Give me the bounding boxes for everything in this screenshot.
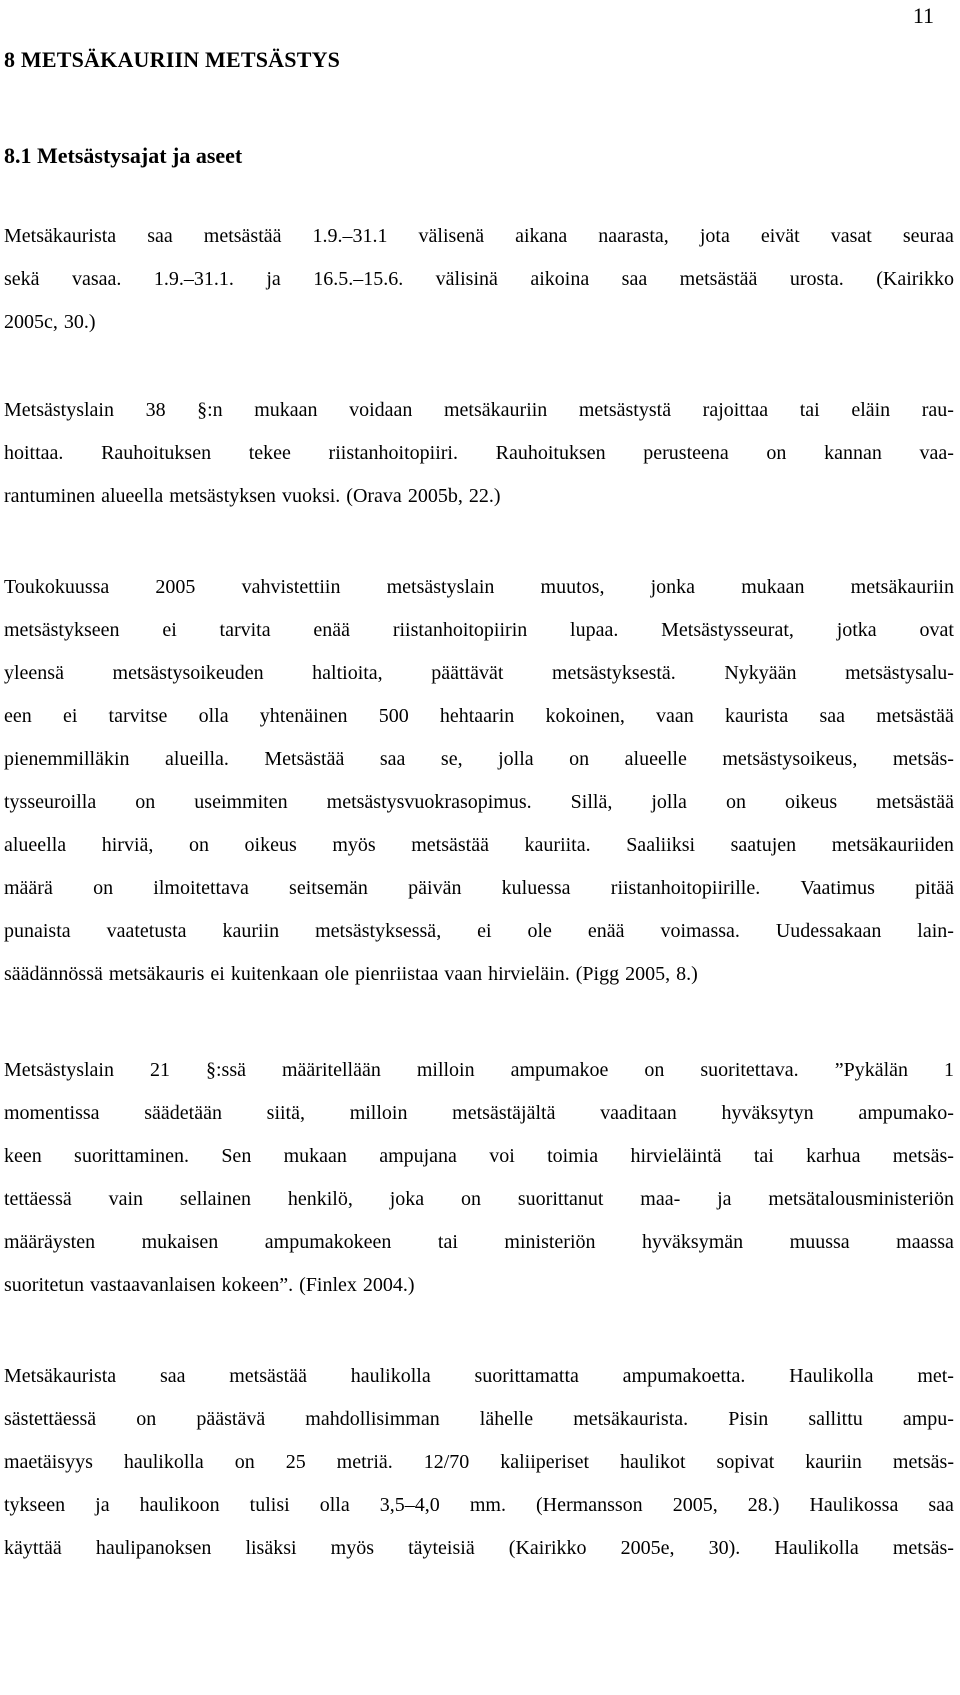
word: ilmoitettava (153, 877, 249, 899)
text-line (4, 1142, 954, 1170)
word: hoittaa. (4, 442, 64, 464)
word: hirvieläintä (630, 1145, 722, 1167)
word: §:n (197, 399, 223, 421)
word: eivät (760, 225, 800, 247)
word: Saaliiksi (626, 834, 696, 856)
word: täyteisiä (408, 1537, 475, 1559)
word: määrä (4, 877, 53, 899)
word: milloin (349, 1102, 408, 1124)
word: haulikoon (139, 1494, 220, 1516)
word: suoritettava. (700, 1059, 799, 1081)
word: metsästysvuokrasopimus. (326, 791, 532, 813)
word: sopivat (716, 1451, 775, 1473)
word: tai (437, 1231, 458, 1253)
text-line (4, 1491, 954, 1519)
word: ampumakoe (510, 1059, 609, 1081)
word: välisenä (418, 225, 485, 247)
text-line (4, 439, 954, 467)
word: suorittanut (517, 1188, 604, 1210)
text-line (4, 1534, 954, 1562)
word: sekä (4, 268, 40, 290)
word: saa (819, 705, 846, 727)
word: pitää (915, 877, 954, 899)
word: on (725, 791, 746, 813)
word: metsäs- (892, 1145, 954, 1167)
word: seuraa (902, 225, 954, 247)
word: 28.) (747, 1494, 780, 1516)
text-line (4, 265, 954, 293)
word: 8.) (676, 963, 698, 985)
word: riistanhoitopiiri. (328, 442, 458, 464)
word: tai (753, 1145, 774, 1167)
word: aikana (515, 225, 568, 247)
word: lisäksi (245, 1537, 297, 1559)
word: vaa- (919, 442, 954, 464)
text-line (4, 960, 954, 988)
word: Pisin (728, 1408, 769, 1430)
text-line (4, 1271, 954, 1299)
word: maa- (640, 1188, 681, 1210)
word: 16.5.–15.6. (313, 268, 404, 290)
word: Haulikolla (774, 1537, 859, 1559)
word: metsästää (876, 791, 954, 813)
word: myös (330, 1537, 374, 1559)
paragraph-protection (4, 396, 954, 525)
word: lupaa. (570, 619, 619, 641)
word: ja (717, 1188, 732, 1210)
word: metsäs- (892, 1537, 954, 1559)
word: (Finlex (299, 1274, 357, 1296)
word: pienriistaa (355, 963, 439, 985)
word: Metsäkaurista (4, 225, 117, 247)
word: rajoittaa (702, 399, 769, 421)
word: alueella (101, 485, 164, 507)
word: jolla (498, 748, 534, 770)
word: metsäs- (892, 748, 954, 770)
word: on (136, 1408, 157, 1430)
text-line (4, 917, 954, 945)
text-line (4, 1099, 954, 1127)
word: vasat (830, 225, 872, 247)
word: riistanhoitopiirin (392, 619, 528, 641)
word: muussa (789, 1231, 850, 1253)
text-line (4, 831, 954, 859)
word: §:ssä (206, 1059, 246, 1081)
text-line (4, 1448, 954, 1476)
word: tai (799, 399, 820, 421)
word: 1 (944, 1059, 954, 1081)
paragraph-hunting-seasons (4, 222, 954, 351)
word: keen (4, 1145, 42, 1167)
word: vaatetusta (106, 920, 187, 942)
word: metsästykseen (4, 619, 120, 641)
word: on (188, 834, 209, 856)
word: haltioita, (312, 662, 383, 684)
word: alueilla. (165, 748, 229, 770)
word: een (4, 705, 32, 727)
word: saatujen (730, 834, 797, 856)
word: voi (489, 1145, 515, 1167)
word: jonka (650, 576, 696, 598)
word: kannan (824, 442, 882, 464)
word: voimassa. (660, 920, 740, 942)
word: määräysten (4, 1231, 96, 1253)
word: 2005c, (4, 311, 58, 333)
word: metsätalousministeriön (768, 1188, 954, 1210)
text-line (4, 874, 954, 902)
word: käyttää (4, 1537, 62, 1559)
word: maassa (896, 1231, 954, 1253)
word: Metsästyslain (4, 1059, 114, 1081)
word: yhtenäinen (259, 705, 348, 727)
word: myös (332, 834, 376, 856)
text-line (4, 308, 954, 336)
text-line (4, 1228, 954, 1256)
word: ministeriön (504, 1231, 596, 1253)
word: ”Pykälän (834, 1059, 908, 1081)
text-line (4, 482, 954, 510)
word: saa (159, 1365, 186, 1387)
text-line (4, 396, 954, 424)
word: 500 (378, 705, 409, 727)
word: ei (210, 963, 225, 985)
word: saa (928, 1494, 954, 1516)
word: metsästysoikeus, (722, 748, 858, 770)
word: säädetään (144, 1102, 222, 1124)
word: 38 (145, 399, 166, 421)
word: saa (147, 225, 173, 247)
word: henkilö, (287, 1188, 353, 1210)
word: vaaditaan (600, 1102, 677, 1124)
word: säädännössä (4, 963, 103, 985)
word: karhua (806, 1145, 861, 1167)
word: sellainen (179, 1188, 251, 1210)
word: (Kairikko (876, 268, 954, 290)
word: kaliiperiset (500, 1451, 590, 1473)
word: tarvita (219, 619, 271, 641)
word: mukaan (741, 576, 805, 598)
word: vaan (656, 705, 694, 727)
word: siitä, (266, 1102, 305, 1124)
word: haulikot (620, 1451, 686, 1473)
word: muutos, (540, 576, 605, 598)
word: ampujana (379, 1145, 457, 1167)
word: Nykyään (724, 662, 797, 684)
word: kauriin (805, 1451, 862, 1473)
word: rau- (921, 399, 954, 421)
word: hirvieläin. (488, 963, 570, 985)
word: ampu- (902, 1408, 954, 1430)
word: metriä. (336, 1451, 393, 1473)
word: on (644, 1059, 665, 1081)
word: Rauhoituksen (101, 442, 212, 464)
text-line (4, 616, 954, 644)
word: ja (95, 1494, 110, 1516)
word: punaista (4, 920, 71, 942)
word: välisinä (435, 268, 498, 290)
text-line (4, 1362, 954, 1390)
word: määritellään (282, 1059, 381, 1081)
word: Sillä, (570, 791, 613, 813)
word: mm. (469, 1494, 506, 1516)
word: enää (587, 920, 625, 942)
word: yleensä (4, 662, 64, 684)
text-line (4, 1185, 954, 1213)
word: 1.9.–31.1 (312, 225, 388, 247)
word: Metsästysseurat, (661, 619, 794, 641)
word: metsästyksen (169, 485, 276, 507)
word: tykseen (4, 1494, 66, 1516)
text-line (4, 1056, 954, 1084)
word: mukaisen (141, 1231, 219, 1253)
word: alueella (4, 834, 67, 856)
word: on (766, 442, 787, 464)
word: metsästysoikeuden (112, 662, 264, 684)
word: ei (62, 705, 78, 727)
word: ole (324, 963, 350, 985)
paragraph-shotgun (4, 1362, 954, 1577)
word: rantuminen (4, 485, 96, 507)
word: suoritetun (4, 1274, 84, 1296)
word: Metsästyslain (4, 399, 114, 421)
word: tettäessä (4, 1188, 72, 1210)
word: tysseuroilla (4, 791, 97, 813)
word: on (93, 877, 114, 899)
word: Haulikolla (789, 1365, 874, 1387)
word: on (135, 791, 156, 813)
word: ampumakoetta. (622, 1365, 746, 1387)
word: eläin (851, 399, 891, 421)
word: se, (440, 748, 463, 770)
word: 30). (708, 1537, 741, 1559)
word: (Pigg (575, 963, 620, 985)
word: mukaan (283, 1145, 347, 1167)
text-line (4, 659, 954, 687)
word: toimia (547, 1145, 599, 1167)
word: Rauhoituksen (495, 442, 606, 464)
paragraph-law-change (4, 573, 954, 1003)
word: vain (108, 1188, 144, 1210)
word: hehtaarin (439, 705, 515, 727)
word: vaan (444, 963, 483, 985)
word: kokeen”. (221, 1274, 294, 1296)
word: hyväksymän (642, 1231, 744, 1253)
word: 3,5–4,0 (379, 1494, 440, 1516)
word: met- (917, 1365, 954, 1387)
word: metsästää (229, 1365, 307, 1387)
word: (Orava (346, 485, 402, 507)
word: ampumakokeen (264, 1231, 392, 1253)
word: saa (621, 268, 648, 290)
word: 30.) (63, 311, 96, 333)
word: on (461, 1188, 482, 1210)
word: suorittamatta (474, 1365, 579, 1387)
word: naarasta, (598, 225, 669, 247)
word: hyväksytyn (721, 1102, 814, 1124)
word: 25 (285, 1451, 306, 1473)
word: metsästysalu- (845, 662, 954, 684)
word: sallittu (808, 1408, 863, 1430)
word: ei (477, 920, 492, 942)
word: kuitenkaan (230, 963, 319, 985)
word: kokoinen, (545, 705, 625, 727)
word: Sen (221, 1145, 252, 1167)
word: urosta. (789, 268, 844, 290)
text-line (4, 1405, 954, 1433)
word: metsästyksessä, (315, 920, 442, 942)
word: 12/70 (423, 1451, 470, 1473)
word: metsäkauriin (444, 399, 548, 421)
word: päästävä (196, 1408, 266, 1430)
word: Metsästää (264, 748, 345, 770)
word: 1.9.–31.1. (153, 268, 234, 290)
word: metsästyksestä. (551, 662, 676, 684)
word: haulipanoksen (95, 1537, 212, 1559)
word: vastaavanlaisen (90, 1274, 216, 1296)
word: metsästää (876, 705, 954, 727)
text-line (4, 702, 954, 730)
word: metsäs- (892, 1451, 954, 1473)
text-line (4, 788, 954, 816)
page-number: 11 (912, 3, 934, 28)
word: metsästystä (578, 399, 672, 421)
word: tulisi (249, 1494, 290, 1516)
word: vasaa. (72, 268, 122, 290)
word: metsäkauris (108, 963, 205, 985)
word: ole (527, 920, 552, 942)
word: päättävät (431, 662, 504, 684)
word: Uudessakaan (775, 920, 882, 942)
word: perusteena (643, 442, 729, 464)
word: on (234, 1451, 255, 1473)
word: olla (198, 705, 229, 727)
word: metsästyslain (386, 576, 495, 598)
word: ovat (919, 619, 954, 641)
word: mukaan (254, 399, 318, 421)
word: riistanhoitopiirille. (610, 877, 761, 899)
word: joka (389, 1188, 425, 1210)
word: vahvistettiin (241, 576, 341, 598)
word: 22.) (468, 485, 501, 507)
word: metsäkauriin (850, 576, 954, 598)
word: pienemmilläkin (4, 748, 130, 770)
word: haulikolla (350, 1365, 431, 1387)
word: mahdollisimman (305, 1408, 440, 1430)
word: sästettäessä (4, 1408, 97, 1430)
word: oikeus (784, 791, 838, 813)
word: 2005e, (620, 1537, 675, 1559)
word: aikoina (530, 268, 590, 290)
word: oikeus (244, 834, 297, 856)
word: metsäkaurista. (573, 1408, 689, 1430)
word: kaurista (724, 705, 789, 727)
word: seitsemän (289, 877, 368, 899)
paragraph-shooting-test (4, 1056, 954, 1314)
word: alueelle (624, 748, 687, 770)
word: jolla (651, 791, 687, 813)
word: milloin (416, 1059, 475, 1081)
word: tarvitse (108, 705, 168, 727)
word: Vaatimus (800, 877, 875, 899)
word: haulikolla (123, 1451, 204, 1473)
word: tekee (248, 442, 291, 464)
word: on (569, 748, 590, 770)
word: 2004.) (362, 1274, 415, 1296)
word: 21 (150, 1059, 170, 1081)
word: jotka (836, 619, 877, 641)
word: kauriin (222, 920, 280, 942)
word: päivän (408, 877, 462, 899)
word: useimmiten (194, 791, 288, 813)
word: Metsäkaurista (4, 1365, 117, 1387)
text-line (4, 573, 954, 601)
word: lähelle (479, 1408, 534, 1430)
word: maetäisyys (4, 1451, 93, 1473)
word: jota (699, 225, 730, 247)
word: kauriita. (524, 834, 591, 856)
text-line (4, 222, 954, 250)
word: voidaan (349, 399, 413, 421)
word: (Hermansson (536, 1494, 643, 1516)
word: 2005, (625, 963, 671, 985)
word: hirviä, (101, 834, 154, 856)
word: 2005 (155, 576, 196, 598)
word: olla (319, 1494, 350, 1516)
word: momentissa (4, 1102, 100, 1124)
section-title: 8.1 Metsästysajat ja aseet (4, 143, 243, 168)
word: kuluessa (501, 877, 571, 899)
word: 2005, (672, 1494, 718, 1516)
word: (Kairikko (508, 1537, 587, 1559)
word: 2005b, (407, 485, 463, 507)
word: metsästää (203, 225, 282, 247)
word: lain- (917, 920, 954, 942)
word: Toukokuussa (4, 576, 110, 598)
word: ja (266, 268, 281, 290)
text-line (4, 745, 954, 773)
word: suorittaminen. (74, 1145, 190, 1167)
word: enää (313, 619, 351, 641)
word: saa (379, 748, 406, 770)
word: ampumako- (858, 1102, 954, 1124)
word: Haulikossa (809, 1494, 899, 1516)
word: vuoksi. (281, 485, 341, 507)
word: metsästää (411, 834, 489, 856)
word: metsästäjältä (452, 1102, 556, 1124)
word: ei (162, 619, 177, 641)
chapter-title: 8 METSÄKAURIIN METSÄSTYS (4, 47, 341, 72)
word: metsäkauriiden (831, 834, 954, 856)
word: metsästää (679, 268, 758, 290)
